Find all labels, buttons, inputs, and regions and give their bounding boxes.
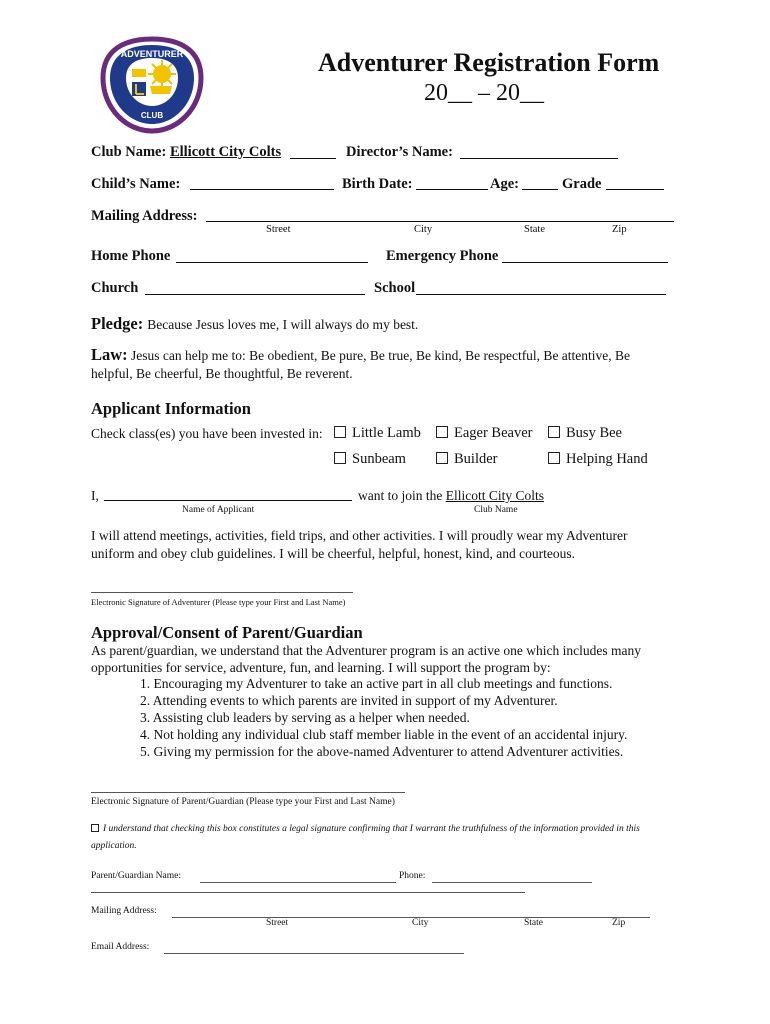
consent-heading: Approval/Consent of Parent/Guardian: [91, 623, 363, 642]
email-field[interactable]: [164, 953, 464, 954]
class-label: Builder: [454, 451, 498, 467]
mailing-address-field[interactable]: [206, 221, 674, 222]
class-label: Helping Hand: [566, 451, 648, 467]
club-name-row: [91, 144, 281, 161]
emergency-phone-label: Emergency Phone: [386, 248, 499, 264]
mailing-address-label: Mailing Address:: [91, 208, 198, 224]
consent-item: 3. Assisting club leaders by serving as a helper when needed.: [140, 710, 470, 725]
age-label: Age:: [490, 176, 519, 192]
consent-item: 1. Encouraging my Adventurer to take an active part in all club meetings and functions.: [140, 676, 613, 691]
checkbox-little-lamb[interactable]: [334, 425, 421, 442]
director-label: Director’s Name:: [346, 144, 453, 160]
parent-signature-field[interactable]: [91, 792, 405, 793]
check-classes-label: Check class(es) you have been invested in:: [91, 426, 323, 441]
parent-street-caption: Street: [266, 918, 289, 928]
club-name-caption: Club Name: [474, 505, 518, 515]
state-caption: State: [524, 224, 545, 235]
church-field[interactable]: [145, 294, 365, 295]
class-label: Little Lamb: [352, 425, 421, 441]
street-caption: Street: [266, 224, 291, 235]
pledge-label: Pledge:: [91, 314, 144, 333]
adventurer-signature-field[interactable]: [91, 592, 353, 593]
parent-name-continuation[interactable]: [91, 892, 525, 893]
checkbox-sunbeam[interactable]: [334, 451, 406, 468]
phone-label: Phone:: [399, 871, 426, 881]
birth-date-label: Birth Date:: [342, 176, 413, 192]
school-field[interactable]: [416, 294, 666, 295]
law-text: Jesus can help me to: Be obedient, Be pure, Be true, Be kind, Be respectful, Be attentive, Be helpful, Be cheerful, Be thoughtful, Be reverent.: [91, 348, 631, 381]
age-field[interactable]: [522, 189, 558, 190]
checkbox-icon[interactable]: [436, 426, 448, 438]
parent-mailing-field[interactable]: [172, 917, 650, 918]
checkbox-busy-bee[interactable]: [548, 425, 622, 442]
want-text: want to join the: [358, 488, 443, 503]
name-of-applicant-caption: Name of Applicant: [182, 505, 255, 515]
law-paragraph: [91, 346, 651, 383]
logo-bottom-text: CLUB: [140, 111, 164, 120]
church-label: Church: [91, 280, 139, 296]
parent-name-field[interactable]: [200, 882, 396, 883]
emergency-phone-field[interactable]: [502, 262, 668, 263]
consent-intro: As parent/guardian, we understand that the Adventurer program is an active one which includes many opportunities for service, adventure, fun, and learning. I will support the program by:: [91, 643, 641, 675]
form-title: Adventurer Registration Form: [318, 48, 660, 77]
want-to-join-text: [358, 488, 544, 504]
logo-emblem: [100, 36, 204, 134]
consent-item: 5. Giving my permission for the above-named Adventurer to attend Adventurer activities.: [140, 744, 624, 759]
checkbox-builder[interactable]: [436, 451, 498, 468]
year-line: 20__ – 20__: [424, 80, 544, 106]
legal-text: I understand that checking this box constitutes a legal signature confirming that I warrant the truthfulness of the information provided in this application.: [91, 824, 640, 851]
commitment-paragraph: I will attend meetings, activities, field trips, and other activities. I will proudly wear my Adventurer uniform and obey club guidelines. I will be cheerful, helpful, honest, kind, and courteous.: [91, 528, 628, 561]
parent-mailing-label: Mailing Address:: [91, 906, 157, 916]
home-phone-field[interactable]: [176, 262, 368, 263]
checkbox-eager-beaver[interactable]: [436, 425, 533, 442]
checkbox-helping-hand[interactable]: [548, 451, 648, 468]
child-name-label: Child’s Name:: [91, 176, 181, 192]
parent-city-caption: City: [412, 918, 429, 928]
i-label: I,: [91, 488, 99, 503]
grade-field[interactable]: [606, 189, 664, 190]
law-label: Law:: [91, 345, 128, 364]
checkbox-icon[interactable]: [334, 452, 346, 464]
consent-item: 4. Not holding any individual club staff member liable in the event of an accidental injury.: [140, 727, 628, 742]
grade-label: Grade: [562, 176, 602, 192]
club-name-underline: [290, 158, 336, 159]
child-name-field[interactable]: [190, 189, 334, 190]
city-caption: City: [414, 224, 433, 235]
parent-signature-caption: Electronic Signature of Parent/Guardian (Please type your First and Last Name): [91, 797, 395, 807]
parent-state-caption: State: [524, 918, 543, 928]
pledge-text: Because Jesus loves me, I will always do my best.: [147, 317, 419, 332]
applicant-heading: Applicant Information: [91, 399, 251, 418]
adventurer-signature-caption: Electronic Signature of Adventurer (Please type your First and Last Name): [91, 597, 346, 607]
class-label: Eager Beaver: [454, 425, 533, 441]
parent-zip-caption: Zip: [612, 918, 626, 928]
club-name-value-2[interactable]: Ellicott City Colts: [445, 488, 545, 503]
legal-checkbox-icon[interactable]: [91, 824, 99, 832]
consent-item: 2. Attending events to which parents are invited in support of my Adventurer.: [140, 693, 558, 708]
pledge-line: [91, 314, 418, 334]
email-label: Email Address:: [91, 942, 150, 952]
applicant-name-field[interactable]: [104, 500, 352, 501]
logo-top-text: ADVENTURER: [120, 49, 184, 59]
home-phone-label: Home Phone: [91, 248, 171, 264]
checkbox-icon[interactable]: [334, 426, 346, 438]
checkbox-icon[interactable]: [436, 452, 448, 464]
legal-signature-text: [91, 821, 681, 855]
club-name-value[interactable]: Ellicott City Colts: [169, 144, 282, 160]
checkbox-icon[interactable]: [548, 452, 560, 464]
zip-caption: Zip: [612, 224, 627, 235]
checkbox-icon[interactable]: [548, 426, 560, 438]
director-name-field[interactable]: [460, 158, 618, 159]
adventurer-club-logo: [100, 36, 204, 134]
club-name-label: Club Name:: [91, 144, 167, 160]
class-label: Busy Bee: [566, 425, 622, 441]
class-label: Sunbeam: [352, 451, 406, 467]
parent-name-label: Parent/Guardian Name:: [91, 871, 181, 881]
birth-date-field[interactable]: [416, 189, 488, 190]
parent-phone-field[interactable]: [432, 882, 592, 883]
school-label: School: [374, 280, 416, 296]
